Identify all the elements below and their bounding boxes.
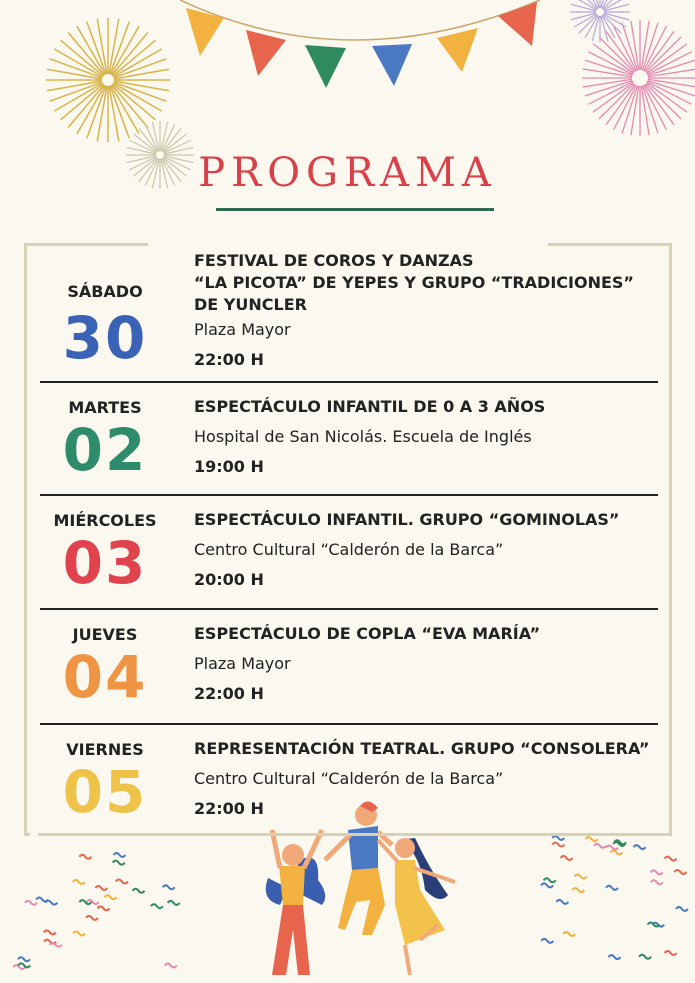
bunting-flag xyxy=(372,44,412,86)
event-time: 22:00 H xyxy=(194,684,264,703)
row-separator xyxy=(40,381,658,383)
event-time: 22:00 H xyxy=(194,799,264,818)
event-place: Centro Cultural “Calderón de la Barca” xyxy=(194,769,504,788)
firework-icon xyxy=(570,0,630,42)
event-date-number: 02 xyxy=(62,416,148,484)
event-time: 20:00 H xyxy=(194,570,264,589)
event-day: JUEVES xyxy=(72,625,138,644)
event-title: REPRESENTACIÓN TEATRAL. GRUPO “CONSOLERA” xyxy=(194,739,650,758)
frame-gap xyxy=(30,830,38,836)
frame-gap xyxy=(148,240,548,250)
event-day: MARTES xyxy=(68,398,142,417)
page-title: PROGRAMA xyxy=(198,150,497,196)
event-title-line: DE YUNCLER xyxy=(194,295,307,314)
event-title: ESPECTÁCULO INFANTIL DE 0 A 3 AÑOS xyxy=(194,397,546,416)
event-date-number: 05 xyxy=(62,758,148,826)
event-title-line: “LA PICOTA” DE YEPES Y GRUPO “TRADICIONES” xyxy=(194,273,634,292)
bunting-flags xyxy=(186,2,537,88)
event-title-line: FESTIVAL DE COROS Y DANZAS xyxy=(194,251,474,270)
event-title: ESPECTÁCULO INFANTIL. GRUPO “GOMINOLAS” xyxy=(194,510,620,529)
event-time: 22:00 H xyxy=(194,350,264,369)
event-title: ESPECTÁCULO DE COPLA “EVA MARÍA” xyxy=(194,624,541,643)
bunting-flag xyxy=(246,30,286,76)
event-day: MIÉRCOLES xyxy=(53,511,157,530)
event-place: Centro Cultural “Calderón de la Barca” xyxy=(194,540,504,559)
event-date-number: 30 xyxy=(62,304,148,372)
row-separator xyxy=(40,494,658,496)
event-title xyxy=(194,250,674,316)
event-day: VIERNES xyxy=(66,740,144,759)
event-time: 19:00 H xyxy=(194,457,264,476)
title-underline xyxy=(216,208,494,211)
bunting-flag xyxy=(437,28,478,72)
event-date-number: 04 xyxy=(62,643,148,711)
event-date-number: 03 xyxy=(62,529,148,597)
row-separator xyxy=(40,723,658,725)
event-day: SÁBADO xyxy=(67,282,143,301)
bunting-string xyxy=(180,0,540,40)
row-separator xyxy=(40,608,658,610)
firework-icon xyxy=(582,20,695,136)
bunting-flag xyxy=(305,45,346,88)
event-place: Plaza Mayor xyxy=(194,654,291,673)
event-place: Hospital de San Nicolás. Escuela de Inglés xyxy=(194,427,532,446)
event-place: Plaza Mayor xyxy=(194,320,291,339)
firework-icon xyxy=(46,18,170,142)
